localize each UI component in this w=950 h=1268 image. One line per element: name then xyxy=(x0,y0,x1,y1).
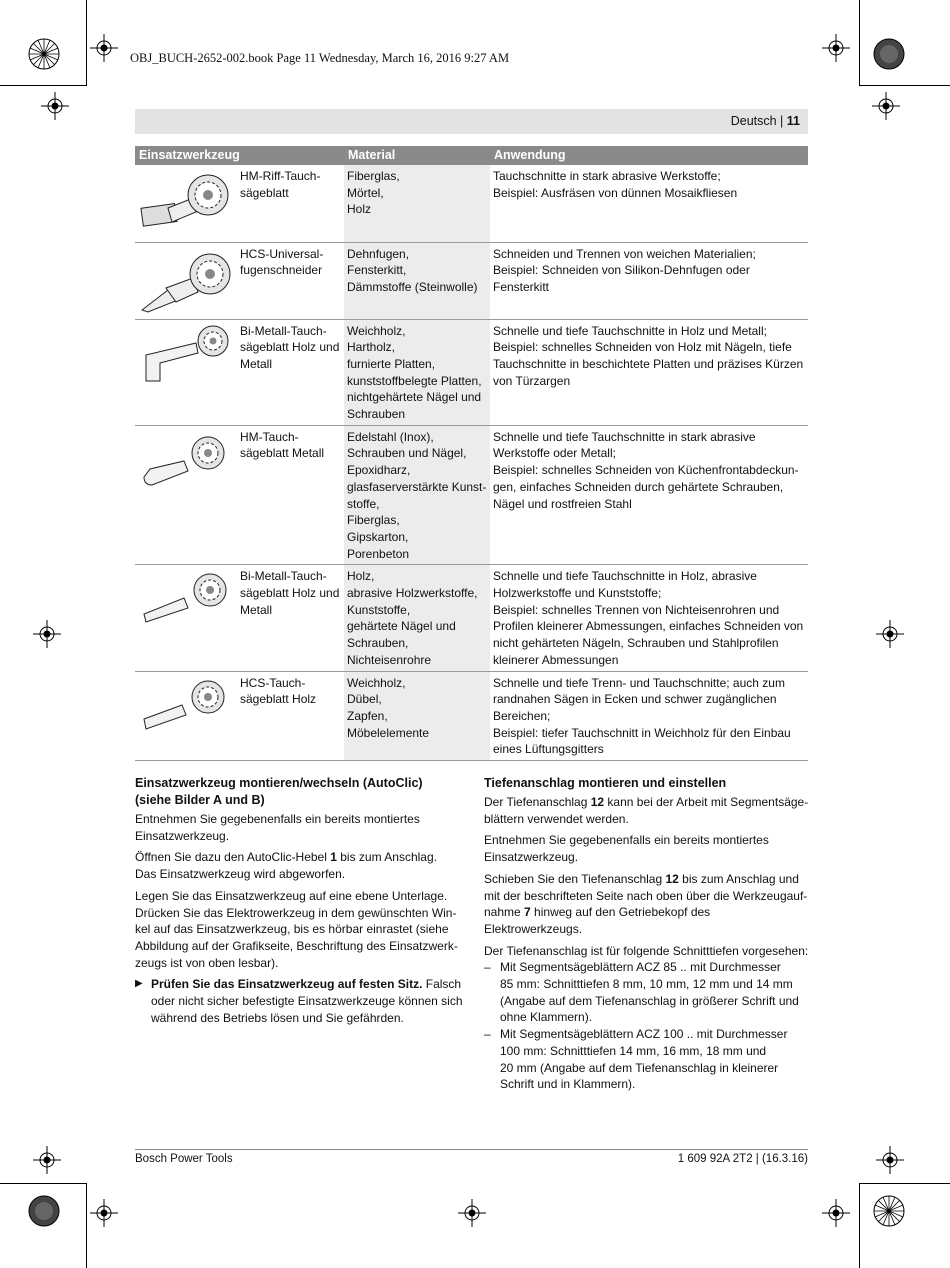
crosshair-mark-icon xyxy=(822,34,850,62)
print-info: OBJ_BUCH-2652-002.book Page 11 Wednesday, March 16, 2016 9:27 AM xyxy=(130,51,510,65)
footer-rule xyxy=(135,1149,808,1150)
tool-name: Bi-Metall-Tauch- sägeblatt Holz und Metall xyxy=(240,323,340,371)
table-row xyxy=(135,565,808,671)
paragraph xyxy=(484,871,810,938)
table-row xyxy=(135,319,808,425)
tool-name: Bi-Metall-Tauch- sägeblatt Holz und Metall xyxy=(240,569,340,617)
text-run: bis zum Anschlag. Das Einsatzwerkzeug wird abgeworfen. xyxy=(135,850,437,882)
crosshair-mark-icon xyxy=(41,92,69,120)
language-label: Deutsch xyxy=(730,114,777,128)
left-column xyxy=(135,775,465,1026)
application-cell: Schneiden und Trennen von weichen Materialien; Beispiel: Schneiden von Silikon-Dehnfugen oder Fensterkitt xyxy=(490,242,808,319)
text-run: Falsch oder nicht sicher befestigte Einsatzwerkzeuge können sich während des Betriebs lösen und Sie gefährden. xyxy=(151,977,463,1025)
application-cell: Schnelle und tiefe Trenn- und Tauchschnitte; auch zum randnahen Sägen in Ecken und schwer zugänglichen Bereichen; Beispiel: tiefer Tauchschnitt in Weichholz für den Einbau eines Lüftungsgitters xyxy=(490,671,808,761)
crop-mark xyxy=(86,0,87,85)
text-run: Der Tiefenanschlag xyxy=(484,795,591,809)
section-heading: Tiefenanschlag montieren und einstellen xyxy=(484,776,727,790)
table-row xyxy=(135,425,808,565)
ref-number: 1 xyxy=(330,850,337,865)
crop-mark xyxy=(86,1183,87,1268)
registration-mark-icon xyxy=(872,37,906,71)
crosshair-mark-icon xyxy=(90,1199,118,1227)
crosshair-mark-icon xyxy=(33,1146,61,1174)
column-header: Material xyxy=(344,146,490,165)
tool-name: HCS-Universal- fugenschneider xyxy=(240,246,324,278)
application-cell: Schnelle und tiefe Tauchschnitte in stark abrasive Werkstoffe oder Metall; Beispiel: schnelles Schneiden von Küchenfrontabdeckun- gen, einfaches Schneiden durch gehärtete Schrauben, Nägel und rostfreien Stahl xyxy=(490,425,808,565)
ref-number: 7 xyxy=(524,905,531,920)
application-cell: Schnelle und tiefe Tauchschnitte in Holz, abrasive Holzwerkstoffe und Kunststoffe; Beispiel: schnelles Trennen von Nichteisenrohren und Profilen kleinerer Abmessungen, einfaches Schneiden von nicht gehärteten Nägeln, Schrauben und Stahlprofilen kleinerer Abmessungen xyxy=(490,565,808,671)
warning-text xyxy=(151,976,463,1026)
list-item-text: Mit Segmentsägeblättern ACZ 85 .. mit Durchmesser 85 mm: Schnitttiefen 8 mm, 10 mm, 12 mm und 14 mm (Angabe auf dem Tiefenanschlag in größerer Schrift und ohne Klammern). xyxy=(500,960,799,1025)
table-row xyxy=(135,165,808,242)
dash-bullet: – xyxy=(484,960,491,975)
tool-name: HM-Riff-Tauch- sägeblatt xyxy=(240,169,321,200)
text-run: hinweg auf den Getriebekopf des Elektrowerkzeugs. xyxy=(484,905,711,936)
text-run: Schieben Sie den Tiefenanschlag xyxy=(484,871,666,886)
crosshair-mark-icon xyxy=(872,92,900,120)
warning-bold: Prüfen Sie das Einsatzwerkzeug auf festen Sitz. xyxy=(151,977,423,992)
plunge-blade-icon xyxy=(138,429,238,499)
material-cell: Dehnfugen, Fensterkitt, Dämmstoffe (Steinwolle) xyxy=(344,242,490,319)
section-heading: Einsatzwerkzeug montieren/wechseln (AutoClic) (siehe Bilder A und B) xyxy=(135,776,423,807)
material-cell: Holz, abrasive Holzwerkstoffe, Kunststoffe, gehärtete Nägel und Schrauben, Nichteisenrohre xyxy=(344,565,490,671)
crop-mark xyxy=(859,1183,860,1268)
tool-name: HM-Tauch- sägeblatt Metall xyxy=(240,429,325,461)
registration-mark-icon xyxy=(27,37,61,71)
plunge-blade-icon xyxy=(138,675,238,745)
tools-table xyxy=(135,146,808,761)
right-column xyxy=(484,775,810,1093)
crop-mark xyxy=(859,1183,950,1184)
table-header-row xyxy=(135,146,808,165)
crosshair-mark-icon xyxy=(33,620,61,648)
crop-mark xyxy=(859,85,950,86)
text-run: bis zum Anschlag und mit der beschrifteten Seite nach oben über die Werkzeugauf- nahme xyxy=(484,871,808,920)
material-cell: Weichholz, Hartholz, furnierte Platten, kunststoffbelegte Platten, nichtgehärtete Nägel und Schrauben xyxy=(344,319,490,425)
application-cell: Tauchschnitte in stark abrasive Werkstoffe; Beispiel: Ausfräsen von dünnen Mosaikfliesen xyxy=(490,165,808,242)
footer-left: Bosch Power Tools xyxy=(135,1153,233,1165)
registration-mark-icon xyxy=(872,1194,906,1228)
crosshair-mark-icon xyxy=(876,620,904,648)
column-header: Einsatzwerkzeug xyxy=(135,146,344,165)
crop-mark xyxy=(0,85,87,86)
warning-note xyxy=(135,976,465,1026)
ref-number: 12 xyxy=(590,795,605,809)
page-number: 11 xyxy=(786,114,800,128)
crosshair-mark-icon xyxy=(876,1146,904,1174)
crop-mark xyxy=(859,0,860,85)
text-run: Öffnen Sie dazu den AutoClic-Hebel xyxy=(135,850,331,865)
crosshair-mark-icon xyxy=(90,34,118,62)
plunge-blade-icon xyxy=(138,568,238,638)
paragraph: Der Tiefenanschlag ist für folgende Schnitttiefen vorgesehen: xyxy=(484,943,809,958)
paragraph: Legen Sie das Einsatzwerkzeug auf eine ebene Unterlage. Drücken Sie das Elektrowerkzeug in dem gewünschten Win- kel auf das Einsatzwerkzeug, bis es hörbar einrastet (siehe Abbildung auf der Grafikseite, Beschriftung des Einsatzwerk- zeugs ist von oben lesbar). xyxy=(135,888,458,970)
paragraph xyxy=(484,794,810,827)
tool-name: HCS-Tauch- sägeblatt Holz xyxy=(240,675,317,707)
riff-blade-icon xyxy=(138,168,238,238)
plunge-blade-icon xyxy=(138,323,238,393)
crosshair-mark-icon xyxy=(458,1199,486,1227)
crop-mark xyxy=(0,1183,87,1184)
crosshair-mark-icon xyxy=(822,1199,850,1227)
dash-bullet: – xyxy=(484,1027,491,1042)
material-cell: Edelstahl (Inox), Schrauben und Nägel, Epoxidharz, glasfaserverstärkte Kunst- stoffe, Fiberglas, Gipskarton, Porenbeton xyxy=(344,425,490,565)
arrow-bullet-icon: ▶ xyxy=(135,978,143,990)
depth-list xyxy=(484,959,810,1093)
material-cell: Fiberglas, Mörtel, Holz xyxy=(344,165,490,242)
list-item xyxy=(484,1026,810,1093)
ref-number: 12 xyxy=(665,871,679,886)
registration-mark-icon xyxy=(27,1194,61,1228)
material-cell: Weichholz, Dübel, Zapfen, Möbelelemente xyxy=(344,671,490,761)
application-cell: Schnelle und tiefe Tauchschnitte in Holz und Metall; Beispiel: schnelles Schneiden von Holz mit Nägeln, tiefe Tauchschnitte in beschichtete Platten und präzises Kürzen von Türzargen xyxy=(490,319,808,425)
list-item xyxy=(484,959,810,1026)
text-run: kann bei der Arbeit mit Segmentsäge- blättern verwendet werden. xyxy=(484,795,809,826)
table-row xyxy=(135,242,808,319)
page-header xyxy=(135,109,808,134)
joint-cutter-blade-icon xyxy=(138,246,238,316)
footer-right: 1 609 92A 2T2 | (16.3.16) xyxy=(677,1153,808,1165)
table-row xyxy=(135,671,808,761)
paragraph: Entnehmen Sie gegebenenfalls ein bereits montiertes Einsatzwerkzeug. xyxy=(484,833,769,865)
column-header: Anwendung xyxy=(490,146,808,165)
paragraph xyxy=(135,849,465,882)
header-label: Deutsch | 11 xyxy=(730,114,800,128)
paragraph: Entnehmen Sie gegebenenfalls ein bereits montiertes Einsatzwerkzeug. xyxy=(135,812,420,843)
list-item-text: Mit Segmentsägeblättern ACZ 100 .. mit Durchmesser 100 mm: Schnitttiefen 14 mm, 16 mm, 18 mm und 20 mm (Angabe auf dem Tiefenanschlag in kleinerer Schrift und in Klammern). xyxy=(500,1027,788,1092)
